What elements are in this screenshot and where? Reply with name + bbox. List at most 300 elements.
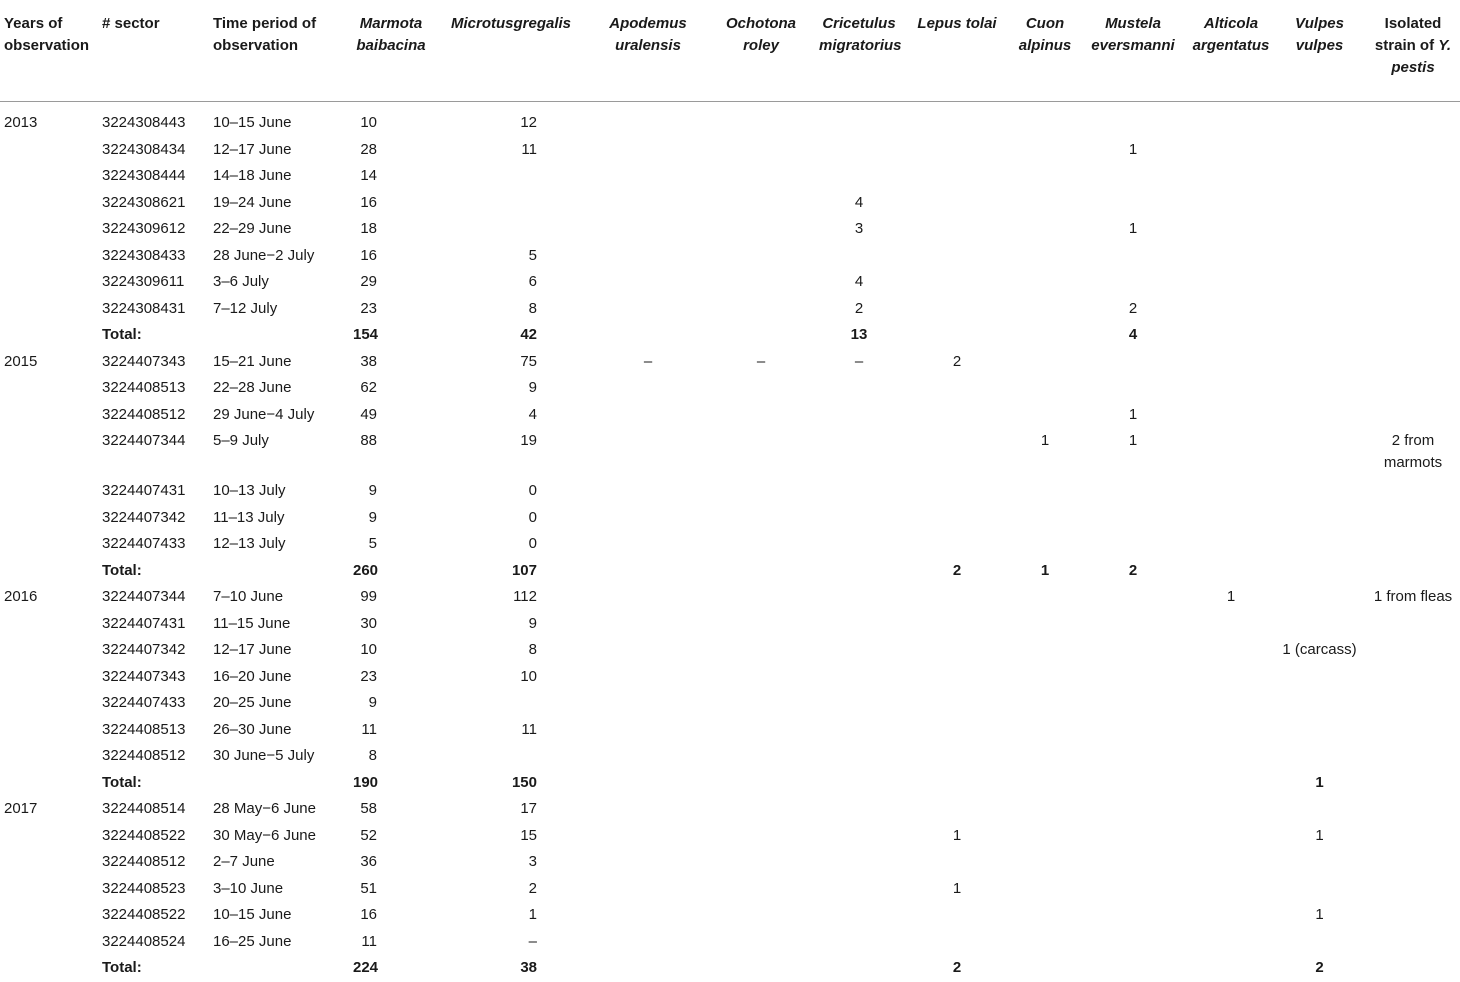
cell-ochotona-roley	[705, 243, 817, 270]
cell-vulpes-vulpes	[1273, 849, 1366, 876]
cell-apodemus-uralensis	[591, 163, 705, 190]
cell-ochotona-roley	[705, 428, 817, 478]
cell-lepus-tolai	[901, 216, 1013, 243]
cell-lepus-tolai: 2	[952, 959, 962, 977]
cell-marmota-baibacina: 18	[360, 220, 377, 238]
cell-isolated-strain	[1366, 269, 1460, 296]
cell-lepus-tolai	[901, 428, 1013, 478]
cell-apodemus-uralensis	[591, 322, 705, 349]
cell-sector: 3224407342	[102, 641, 186, 659]
cell-apodemus-uralensis	[591, 216, 705, 243]
cell-marmota-baibacina: 23	[360, 667, 377, 685]
cell-isolated-strain	[1366, 137, 1460, 164]
cell-lepus-tolai	[901, 717, 1013, 744]
cell-isolated-strain	[1366, 322, 1460, 349]
cell-period	[211, 558, 351, 585]
cell-vulpes-vulpes	[1273, 163, 1366, 190]
cell-marmota-baibacina: 16	[360, 193, 377, 211]
cell-cricetulus-migratorius: 13	[850, 326, 868, 344]
cell-microtus-gregalis: 10	[520, 667, 537, 685]
cell-mustela-eversmanni	[1077, 478, 1189, 505]
cell-marmota-baibacina: 11	[361, 932, 377, 950]
cell-sector: 3224407431	[102, 482, 186, 500]
cell-vulpes-vulpes: 1	[1315, 906, 1324, 924]
cell-ochotona-roley	[705, 402, 817, 429]
cell-cuon-alpinus	[1013, 163, 1077, 190]
cell-vulpes-vulpes	[1273, 269, 1366, 296]
table-row	[0, 137, 1460, 164]
table-row	[0, 717, 1460, 744]
table-body	[0, 102, 1460, 982]
cell-marmota-baibacina: 154	[353, 326, 379, 344]
cell-year	[0, 322, 100, 349]
cell-sector: 3224408514	[102, 800, 186, 818]
cell-period: 3–10 June	[213, 879, 284, 897]
cell-mustela-eversmanni	[1077, 743, 1189, 770]
cell-cricetulus-migratorius	[817, 823, 901, 850]
cell-apodemus-uralensis	[591, 902, 705, 929]
cell-period: 11–13 July	[213, 508, 285, 526]
cell-mustela-eversmanni	[1077, 243, 1189, 270]
cell-sector: 3224407433	[102, 694, 186, 712]
cell-year: 2015	[4, 352, 38, 370]
table-row	[0, 876, 1460, 903]
header-time-period: Time period of observation	[211, 0, 351, 102]
cell-sector: 3224407431	[102, 614, 186, 632]
cell-microtus-gregalis: 8	[528, 299, 537, 317]
header-apodemus-uralensis-label: Apodemus uralensis	[609, 15, 687, 54]
cell-mustela-eversmanni	[1077, 929, 1189, 956]
cell-microtus-gregalis	[431, 743, 591, 770]
cell-cuon-alpinus	[1013, 849, 1077, 876]
cell-alticola-argentatus	[1189, 322, 1273, 349]
table-row	[0, 269, 1460, 296]
cell-sector: 3224308621	[102, 193, 186, 211]
header-sector: # sector	[100, 0, 211, 102]
cell-marmota-baibacina: 5	[368, 535, 377, 553]
cell-vulpes-vulpes	[1273, 611, 1366, 638]
cell-isolated-strain	[1366, 243, 1460, 270]
cell-vulpes-vulpes: 1	[1315, 773, 1324, 791]
header-ochotona-roley	[705, 0, 817, 102]
cell-lepus-tolai	[901, 269, 1013, 296]
cell-period: 7–10 June	[213, 588, 284, 606]
cell-apodemus-uralensis	[591, 690, 705, 717]
cell-isolated-strain	[1366, 717, 1460, 744]
header-microtus-gregalis-label: Microtusgregalis	[450, 15, 572, 32]
cell-microtus-gregalis: 17	[520, 800, 537, 818]
cell-marmota-baibacina: 29	[360, 273, 377, 291]
cell-isolated-strain	[1366, 478, 1460, 505]
cell-ochotona-roley	[705, 849, 817, 876]
cell-isolated-strain	[1366, 296, 1460, 323]
cell-isolated-strain	[1366, 876, 1460, 903]
cell-period	[211, 770, 351, 797]
cell-ochotona-roley	[705, 375, 817, 402]
cell-lepus-tolai	[901, 137, 1013, 164]
cell-vulpes-vulpes	[1273, 137, 1366, 164]
cell-lepus-tolai	[901, 296, 1013, 323]
cell-microtus-gregalis	[431, 216, 591, 243]
cell-sector: 3224408512	[102, 747, 186, 765]
cell-year	[0, 243, 100, 270]
cell-sector: 3224407344	[102, 432, 186, 449]
cell-mustela-eversmanni: 2	[1128, 299, 1138, 317]
header-row	[0, 0, 1460, 102]
cell-lepus-tolai	[901, 611, 1013, 638]
cell-cuon-alpinus	[1013, 102, 1077, 137]
cell-period: 11–15 June	[213, 614, 291, 632]
cell-cricetulus-migratorius	[817, 849, 901, 876]
cell-ochotona-roley	[705, 902, 817, 929]
cell-vulpes-vulpes	[1273, 402, 1366, 429]
cell-sector: 3224309612	[102, 220, 186, 238]
cell-ochotona-roley	[705, 269, 817, 296]
cell-cricetulus-migratorius	[817, 163, 901, 190]
cell-apodemus-uralensis	[591, 796, 705, 823]
cell-cricetulus-migratorius	[817, 402, 901, 429]
table-row	[0, 929, 1460, 956]
cell-cricetulus-migratorius	[817, 584, 901, 611]
cell-cuon-alpinus	[1013, 690, 1077, 717]
cell-mustela-eversmanni	[1077, 876, 1189, 903]
cell-lepus-tolai: 1	[952, 826, 962, 844]
cell-isolated-strain	[1366, 531, 1460, 558]
cell-vulpes-vulpes	[1273, 296, 1366, 323]
cell-period: 16–25 June	[213, 932, 292, 950]
cell-period	[211, 322, 351, 349]
cell-year	[0, 190, 100, 217]
cell-isolated-strain	[1366, 796, 1460, 823]
cell-year	[0, 478, 100, 505]
table-row	[0, 402, 1460, 429]
cell-alticola-argentatus	[1189, 478, 1273, 505]
cell-apodemus-uralensis	[591, 664, 705, 691]
cell-sector: Total:	[102, 561, 142, 579]
cell-lepus-tolai: 1	[952, 879, 962, 897]
cell-apodemus-uralensis	[591, 375, 705, 402]
cell-lepus-tolai	[901, 584, 1013, 611]
cell-cricetulus-migratorius: 3	[854, 220, 864, 238]
cell-cuon-alpinus	[1013, 637, 1077, 664]
cell-sector: 3224408512	[102, 405, 186, 423]
cell-sector: Total:	[102, 773, 142, 791]
cell-cricetulus-migratorius	[817, 428, 901, 478]
cell-alticola-argentatus	[1189, 637, 1273, 664]
cell-microtus-gregalis: 15	[520, 826, 537, 844]
cell-period: 22–29 June	[213, 220, 292, 238]
cell-apodemus-uralensis	[591, 137, 705, 164]
cell-apodemus-uralensis	[591, 428, 705, 478]
cell-mustela-eversmanni	[1077, 190, 1189, 217]
cell-alticola-argentatus	[1189, 190, 1273, 217]
header-cricetulus-migratorius	[817, 0, 901, 102]
table-row	[0, 690, 1460, 717]
cell-year	[0, 402, 100, 429]
cell-alticola-argentatus: 1	[1226, 588, 1236, 606]
cell-cricetulus-migratorius: 2	[854, 299, 864, 317]
cell-mustela-eversmanni	[1077, 637, 1189, 664]
cell-mustela-eversmanni	[1077, 690, 1189, 717]
cell-sector: Total:	[102, 326, 142, 344]
cell-cuon-alpinus	[1013, 137, 1077, 164]
cell-cricetulus-migratorius	[817, 770, 901, 797]
cell-apodemus-uralensis	[591, 929, 705, 956]
cell-year	[0, 269, 100, 296]
cell-cuon-alpinus	[1013, 770, 1077, 797]
cell-cuon-alpinus	[1013, 664, 1077, 691]
cell-cuon-alpinus	[1013, 584, 1077, 611]
cell-vulpes-vulpes	[1273, 929, 1366, 956]
table-row	[0, 296, 1460, 323]
cell-cricetulus-migratorius	[817, 478, 901, 505]
cell-year	[0, 823, 100, 850]
cell-microtus-gregalis: 11	[521, 140, 537, 158]
cell-year	[0, 743, 100, 770]
cell-lepus-tolai	[901, 796, 1013, 823]
cell-microtus-gregalis: 75	[520, 352, 537, 370]
cell-marmota-baibacina: 224	[353, 959, 379, 977]
cell-mustela-eversmanni: 1	[1128, 220, 1138, 238]
cell-year: 2016	[4, 588, 38, 606]
cell-marmota-baibacina: 51	[360, 879, 377, 897]
cell-sector: 3224407343	[102, 352, 186, 370]
cell-microtus-gregalis: –	[528, 932, 537, 950]
cell-ochotona-roley	[705, 102, 817, 137]
cell-isolated-strain	[1366, 902, 1460, 929]
cell-vulpes-vulpes	[1273, 478, 1366, 505]
cell-marmota-baibacina: 23	[360, 299, 377, 317]
cell-cuon-alpinus	[1013, 243, 1077, 270]
cell-alticola-argentatus	[1189, 823, 1273, 850]
table-total-row	[0, 558, 1460, 585]
cell-lepus-tolai	[901, 664, 1013, 691]
cell-isolated-strain	[1366, 216, 1460, 243]
cell-year	[0, 929, 100, 956]
cell-lepus-tolai	[901, 163, 1013, 190]
cell-mustela-eversmanni	[1077, 717, 1189, 744]
cell-alticola-argentatus	[1189, 690, 1273, 717]
cell-apodemus-uralensis	[591, 876, 705, 903]
cell-cuon-alpinus	[1013, 478, 1077, 505]
cell-microtus-gregalis: 9	[528, 614, 537, 632]
cell-microtus-gregalis: 9	[528, 379, 537, 397]
cell-year	[0, 296, 100, 323]
cell-microtus-gregalis: 0	[528, 482, 537, 500]
cell-marmota-baibacina: 260	[353, 561, 379, 579]
cell-isolated-strain	[1366, 849, 1460, 876]
cell-marmota-baibacina: 88	[360, 432, 377, 449]
cell-cricetulus-migratorius	[817, 929, 901, 956]
header-isolated-strain-label: Isolated strain of	[1374, 15, 1442, 54]
cell-lepus-tolai	[901, 243, 1013, 270]
cell-vulpes-vulpes	[1273, 375, 1366, 402]
cell-sector: 3224408513	[102, 379, 186, 397]
cell-sector: 3224308434	[102, 140, 186, 158]
cell-isolated-strain	[1366, 102, 1460, 137]
cell-year	[0, 558, 100, 585]
header-apodemus-uralensis	[591, 0, 705, 102]
cell-alticola-argentatus	[1189, 375, 1273, 402]
cell-apodemus-uralensis	[591, 102, 705, 137]
table-row	[0, 796, 1460, 823]
header-alticola-argentatus	[1189, 0, 1273, 102]
cell-ochotona-roley	[705, 163, 817, 190]
cell-vulpes-vulpes: 2	[1315, 959, 1324, 977]
cell-alticola-argentatus	[1189, 216, 1273, 243]
table-row	[0, 531, 1460, 558]
cell-cuon-alpinus	[1013, 611, 1077, 638]
cell-vulpes-vulpes	[1273, 664, 1366, 691]
cell-ochotona-roley	[705, 322, 817, 349]
cell-period: 28 May−6 June	[213, 800, 316, 818]
cell-microtus-gregalis: 11	[521, 720, 537, 738]
header-marmota-baibacina	[351, 0, 431, 102]
cell-lepus-tolai	[901, 190, 1013, 217]
cell-isolated-strain	[1366, 690, 1460, 717]
cell-alticola-argentatus	[1189, 929, 1273, 956]
cell-vulpes-vulpes: 1	[1315, 826, 1324, 844]
cell-mustela-eversmanni	[1077, 349, 1189, 376]
header-lepus-tolai-label: Lepus tolai	[917, 15, 997, 32]
cell-isolated-strain	[1366, 664, 1460, 691]
cell-vulpes-vulpes	[1273, 322, 1366, 349]
cell-microtus-gregalis	[431, 163, 591, 190]
cell-cuon-alpinus	[1013, 876, 1077, 903]
cell-period: 30 June−5 July	[213, 747, 315, 765]
cell-apodemus-uralensis	[591, 584, 705, 611]
cell-alticola-argentatus	[1189, 296, 1273, 323]
cell-lepus-tolai	[901, 322, 1013, 349]
header-lepus-tolai	[901, 0, 1013, 102]
cell-apodemus-uralensis	[591, 243, 705, 270]
cell-ochotona-roley	[705, 743, 817, 770]
cell-year	[0, 876, 100, 903]
cell-apodemus-uralensis	[591, 743, 705, 770]
cell-vulpes-vulpes	[1273, 717, 1366, 744]
cell-mustela-eversmanni	[1077, 770, 1189, 797]
cell-sector: Total:	[102, 959, 142, 977]
cell-period: 30 May−6 June	[213, 826, 316, 844]
cell-period: 15–21 June	[213, 352, 292, 370]
cell-alticola-argentatus	[1189, 531, 1273, 558]
cell-cricetulus-migratorius: –	[854, 352, 864, 370]
cell-alticola-argentatus	[1189, 770, 1273, 797]
cell-alticola-argentatus	[1189, 876, 1273, 903]
header-vulpes-vulpes-label: Vulpes vulpes	[1295, 15, 1344, 54]
cell-mustela-eversmanni	[1077, 531, 1189, 558]
cell-year	[0, 428, 100, 478]
cell-microtus-gregalis: 19	[520, 432, 537, 449]
cell-alticola-argentatus	[1189, 743, 1273, 770]
cell-ochotona-roley	[705, 717, 817, 744]
cell-period: 19–24 June	[213, 193, 292, 211]
cell-sector: 3224408513	[102, 720, 186, 738]
cell-cuon-alpinus	[1013, 269, 1077, 296]
cell-isolated-strain	[1366, 505, 1460, 532]
cell-year: 2017	[4, 800, 38, 818]
cell-year	[0, 531, 100, 558]
cell-year	[0, 216, 100, 243]
cell-cuon-alpinus	[1013, 190, 1077, 217]
cell-marmota-baibacina: 49	[360, 405, 377, 423]
cell-cricetulus-migratorius	[817, 531, 901, 558]
cell-mustela-eversmanni: 1	[1128, 140, 1138, 158]
cell-mustela-eversmanni	[1077, 823, 1189, 850]
table-row	[0, 823, 1460, 850]
cell-apodemus-uralensis	[591, 402, 705, 429]
cell-apodemus-uralensis	[591, 531, 705, 558]
cell-marmota-baibacina: 16	[360, 246, 377, 264]
cell-period: 20–25 June	[213, 694, 292, 712]
cell-vulpes-vulpes	[1273, 505, 1366, 532]
cell-ochotona-roley	[705, 216, 817, 243]
cell-apodemus-uralensis	[591, 637, 705, 664]
cell-sector: 3224408523	[102, 879, 186, 897]
cell-cuon-alpinus	[1013, 216, 1077, 243]
cell-cricetulus-migratorius	[817, 102, 901, 137]
cell-vulpes-vulpes: 1 (carcass)	[1282, 641, 1357, 659]
cell-cricetulus-migratorius	[817, 717, 901, 744]
cell-mustela-eversmanni	[1077, 102, 1189, 137]
cell-period: 5–9 July	[213, 432, 269, 449]
cell-lepus-tolai	[901, 690, 1013, 717]
cell-period: 10–15 June	[213, 906, 292, 924]
cell-mustela-eversmanni	[1077, 611, 1189, 638]
cell-alticola-argentatus	[1189, 664, 1273, 691]
cell-vulpes-vulpes	[1273, 531, 1366, 558]
cell-microtus-gregalis: 12	[520, 114, 537, 132]
cell-isolated-strain	[1366, 611, 1460, 638]
cell-period: 28 June−2 July	[213, 246, 315, 264]
cell-cricetulus-migratorius: 4	[854, 273, 864, 291]
cell-isolated-strain	[1366, 770, 1460, 797]
cell-ochotona-roley	[705, 796, 817, 823]
cell-cuon-alpinus	[1013, 823, 1077, 850]
cell-mustela-eversmanni: 4	[1128, 326, 1138, 344]
cell-apodemus-uralensis	[591, 823, 705, 850]
cell-marmota-baibacina: 11	[361, 720, 377, 738]
cell-year	[0, 849, 100, 876]
cell-year	[0, 902, 100, 929]
cell-isolated-strain	[1366, 402, 1460, 429]
cell-alticola-argentatus	[1189, 902, 1273, 929]
table-row	[0, 428, 1460, 478]
cell-isolated-strain	[1366, 190, 1460, 217]
cell-lepus-tolai	[901, 743, 1013, 770]
cell-microtus-gregalis: 4	[528, 405, 537, 423]
table-row	[0, 216, 1460, 243]
table-row	[0, 611, 1460, 638]
cell-vulpes-vulpes	[1273, 349, 1366, 376]
header-cricetulus-migratorius-label: Cricetulus migratorius	[819, 15, 902, 54]
cell-cricetulus-migratorius	[817, 637, 901, 664]
cell-lepus-tolai	[901, 531, 1013, 558]
cell-sector: 3224308444	[102, 167, 186, 185]
cell-ochotona-roley	[705, 690, 817, 717]
cell-alticola-argentatus	[1189, 849, 1273, 876]
table-row	[0, 505, 1460, 532]
cell-period: 22–28 June	[213, 379, 292, 397]
cell-isolated-strain: 1 from fleas	[1373, 588, 1453, 606]
cell-vulpes-vulpes	[1273, 190, 1366, 217]
cell-period: 26–30 June	[213, 720, 292, 738]
cell-ochotona-roley	[705, 505, 817, 532]
cell-sector: 3224308443	[102, 114, 186, 132]
cell-period: 7–12 July	[213, 299, 278, 317]
table-row	[0, 637, 1460, 664]
cell-cuon-alpinus	[1013, 296, 1077, 323]
